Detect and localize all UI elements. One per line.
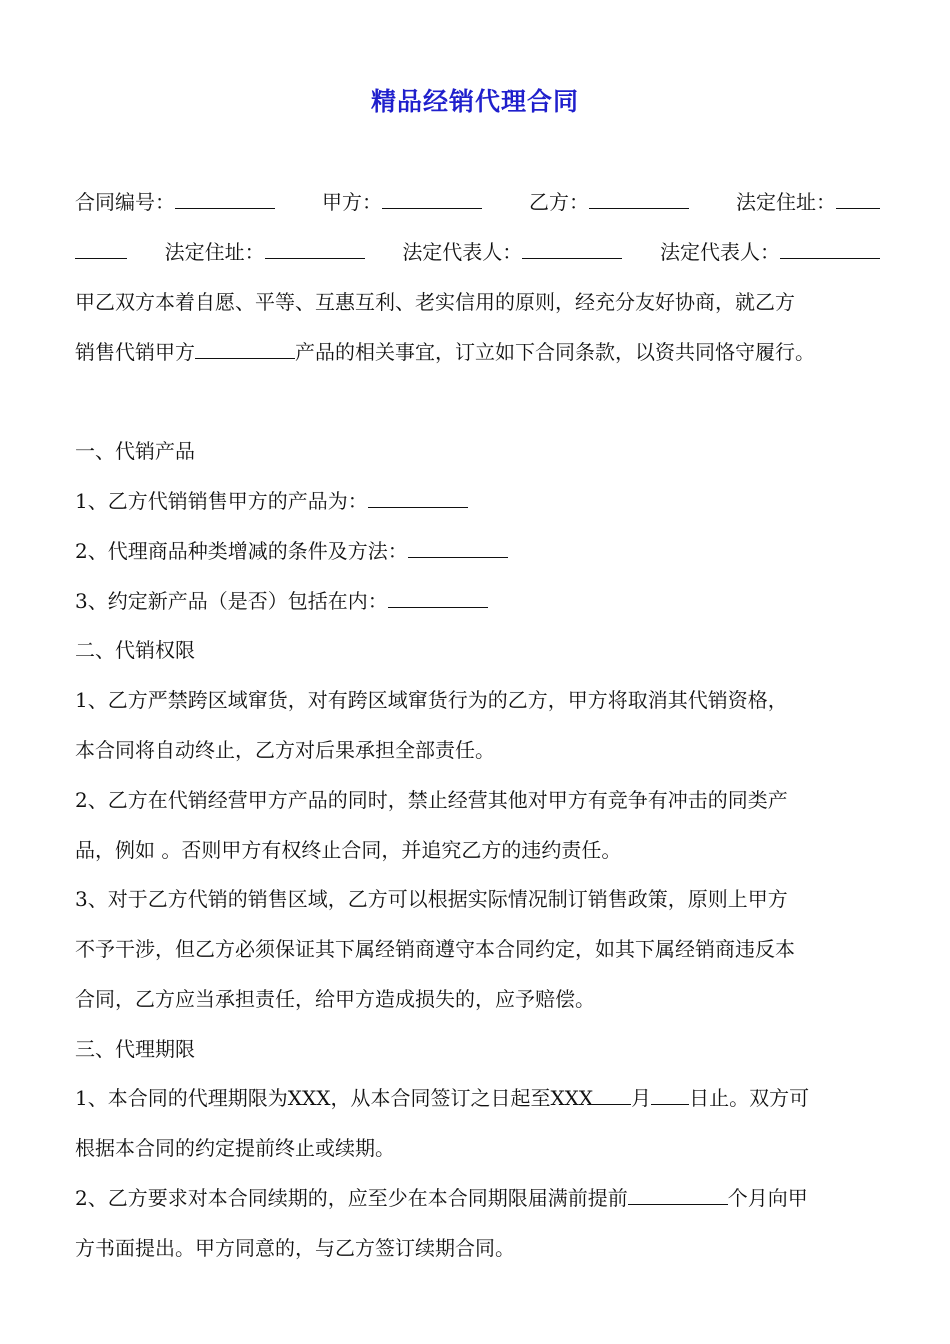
month-blank (593, 1084, 631, 1105)
clause-1-2-text: 2、代理商品种类增减的条件及方法： (75, 539, 408, 563)
clause-1-3-blank (388, 587, 488, 608)
clause-1-1-blank (368, 487, 468, 508)
header-line-2 (75, 238, 880, 266)
rep-b-field (660, 238, 880, 266)
clause-3-1-line-2: 根据本合同的约定提前终止或续期。 (75, 1136, 395, 1160)
rep-b-blank (780, 238, 880, 259)
clause-2-3-line-2: 不予干涉，但乙方必须保证其下属经销商遵守本合同约定，如其下属经销商违反本 (75, 937, 795, 961)
clause-2-1-line-1: 1、乙方严禁跨区域窜货，对有跨区域窜货行为的乙方，甲方将取消其代销资格， (75, 688, 788, 712)
address2-blank (265, 238, 365, 259)
contract-number-label: 合同编号： (75, 190, 175, 214)
section-3-title: 三、代理期限 (75, 1037, 195, 1061)
address2-field (165, 238, 365, 266)
clause-2-2-line-2: 品，例如 。否则甲方有权终止合同，并追究乙方的违约责任。 (75, 838, 622, 862)
party-a-blank (382, 188, 482, 209)
clause-2-3-line-3: 合同，乙方应当承担责任，给甲方造成损失的，应予赔偿。 (75, 987, 595, 1011)
party-a-field (322, 188, 482, 216)
clause-3-2-text-b: 个月向甲 (727, 1186, 808, 1210)
address-field (736, 188, 880, 216)
address-blank (836, 188, 880, 209)
clause-3-2-line-2: 方书面提出。甲方同意的，与乙方签订续期合同。 (75, 1236, 515, 1260)
clause-3-1-line-1 (75, 1084, 880, 1112)
clause-3-2-line-1 (75, 1184, 880, 1212)
address-blank-continued (75, 238, 127, 259)
intro-line-1: 甲乙双方本着自愿、平等、互惠互利、老实信用的原则，经充分友好协商，就乙方 (75, 290, 795, 314)
intro-text-b: 产品的相关事宜，订立如下合同条款，以资共同恪守履行。 (295, 340, 815, 364)
address2-label: 法定住址： (164, 240, 265, 264)
party-b-field (529, 188, 689, 216)
clause-3-1-text-c: 日止。双方可 (689, 1086, 810, 1110)
clause-1-1 (75, 487, 880, 515)
clause-2-2-line-1: 2、乙方在代销经营甲方产品的同时，禁止经营其他对甲方有竞争有冲击的同类产 (75, 788, 788, 812)
intro-line-2 (75, 338, 880, 366)
clause-2-1-line-2: 本合同将自动终止，乙方对后果承担全部责任。 (75, 738, 495, 762)
header-line-1 (75, 188, 880, 216)
months-blank (628, 1184, 728, 1205)
clause-1-3 (75, 587, 880, 615)
product-blank (195, 338, 295, 359)
section-1-title: 一、代销产品 (75, 439, 195, 463)
clause-1-3-text: 3、约定新产品（是否）包括在内： (75, 589, 388, 613)
address-label: 法定住址： (736, 190, 836, 214)
rep-a-blank (522, 238, 622, 259)
clause-1-1-text: 1、乙方代销销售甲方的产品为： (75, 489, 368, 513)
rep-a-field (402, 238, 622, 266)
intro-text-a: 销售代销甲方 (75, 340, 195, 364)
contract-number-blank (175, 188, 275, 209)
party-b-blank (589, 188, 689, 209)
rep-a-label: 法定代表人： (402, 240, 523, 264)
document-title: 精品经销代理合同 (370, 87, 579, 116)
section-2-title: 二、代销权限 (75, 638, 195, 662)
party-b-label: 乙方： (529, 190, 589, 214)
party-a-label: 甲方： (322, 190, 382, 214)
clause-1-2-blank (408, 537, 508, 558)
clause-1-2 (75, 537, 880, 565)
day-blank (651, 1084, 689, 1105)
clause-3-1-text-b: 月 (631, 1086, 652, 1110)
clause-3-2-text-a: 2、乙方要求对本合同续期的，应至少在本合同期限届满前提前 (75, 1186, 628, 1210)
contract-number-field (75, 188, 275, 216)
clause-2-3-line-1: 3、对于乙方代销的销售区域，乙方可以根据实际情况制订销售政策，原则上甲方 (75, 887, 788, 911)
rep-b-label: 法定代表人： (659, 240, 780, 264)
clause-3-1-text-a: 1、本合同的代理期限为XXX，从本合同签订之日起至XXX (75, 1086, 594, 1110)
